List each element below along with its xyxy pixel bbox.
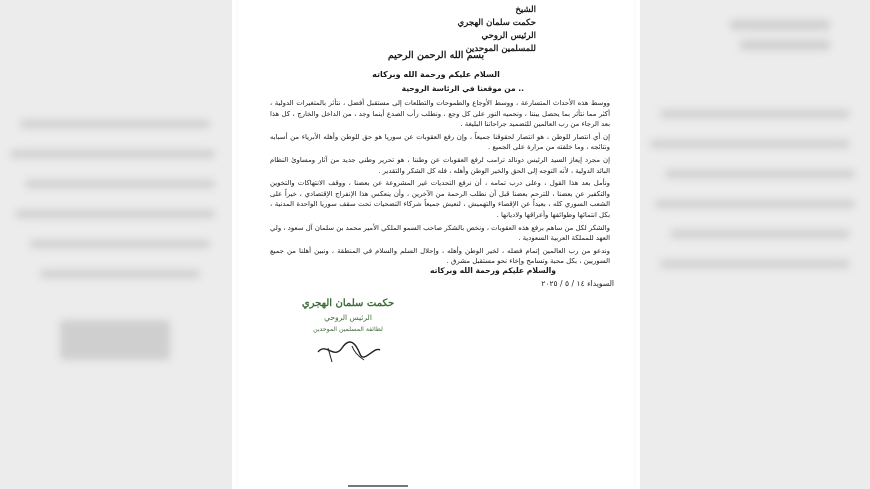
from-line: .. من موقعنا في الرئاسة الروحية bbox=[401, 84, 524, 93]
paragraph: إن أي انتصار للوطن ، هو انتصار لحقوقنا جميعاً ، وإن رفع العقوبات عن سوريا هو حق للوطن وأهله الأبرياء من أسبابه ونتائجه ، وما خلفته من مرارة على الجميع . bbox=[270, 132, 610, 152]
seal-name: حكمت سلمان الهجري bbox=[301, 298, 395, 309]
letter-header bbox=[386, 4, 536, 56]
paragraph: إن مجرد إيعاز السيد الرئيس دونالد ترامب لرفع العقوبات عن وطننا ، هو تحرير وطني جديد من آثار ومساوئ النظام البائد الدولية ، لأنه التوجه إلى الحق والخير الوطن وأهله ، فله كل الشكر والتقدير . bbox=[270, 155, 610, 175]
header-line: للمسلمين الموحدين bbox=[465, 44, 536, 54]
greeting: السلام عليكم ورحمة الله وبركاته bbox=[372, 70, 500, 79]
blurred-background-left bbox=[0, 0, 232, 489]
closing-line: والسلام عليكم ورحمة الله وبركاته bbox=[429, 266, 556, 275]
letter-body bbox=[270, 98, 610, 269]
paragraph: وندعو من رب العالمين إتمام فضله ، لخير الوطن وأهله ، وإحلال السلم والسلام في المنطقة ، ونبين أهلنا من جميع السوريين ، بكل محبة وتسامح وإخاء نحو مستقبل مشرق . bbox=[270, 246, 610, 266]
paragraph: ووسط هذه الأحداث المتسارعة ، ووسط الأوجاع والطموحات والتطلعات إلى مستقبل أفضل ، نتأثر بالمتغيرات الدولية ، أكثر مما نتأثر بما يحصل بيننا ، ونحميه النور على كل وجع ، ونطلب رأب الصدع أينما وجد ، من الداخل والخارج ، كل هذا بعد الرجاء من رب العالمين للتضميد جراحاتنا البليغة . bbox=[270, 99, 610, 129]
letter-page bbox=[238, 0, 634, 489]
header-line: الرئيس الروحي bbox=[481, 31, 536, 41]
header-line: حكمت سلمان الهجري bbox=[457, 18, 536, 28]
paragraph: ونأمل بعد هذا القول ، وعلى درب تمامه ، أن نرفع التحديات غير المشروعة عن بعضنا ، ووقف الانتهاكات والتخوين والتكفير عن بعضنا ، للترحم بعضنا قبل أن نطلب الرحمة من الآخرين ، وأن ينعكس هذا الإنفراج الإقتصادي ، خيراً على الشعب السوري كله ، بعيداً عن الإقصاء والتهميش ، لنعيش جميعاً شركاء التضحيات تحت سقف سوريا الواحدة المدنية ، بكل انتمائها وطوائفها وأعراقها ولاديانها . bbox=[270, 179, 610, 219]
signature-stroke bbox=[328, 346, 364, 362]
seal-subtitle: لطائفة المسلمين الموحدين bbox=[313, 326, 383, 333]
header-line: الشيخ bbox=[515, 5, 536, 15]
basmala: بسم الله الرحمن الرحيم bbox=[387, 50, 485, 61]
blurred-background-right bbox=[640, 0, 870, 489]
seal-title: الرئيس الروحي bbox=[324, 313, 372, 322]
date-line: السويداء ١٤ / ٥ / ٢٠٢٥ bbox=[541, 279, 614, 288]
handwritten-signature bbox=[318, 342, 380, 357]
paragraph: والشكر لكل من ساهم برفع هذه العقوبات ، ونخص بالشكر صاحب السمو الملكي الأمير محمد بن سلمان آل سعود ، ولي العهد للمملكة العربية السعودية . bbox=[270, 223, 610, 243]
seal-and-signature bbox=[301, 290, 395, 372]
footer-mark bbox=[348, 485, 408, 487]
